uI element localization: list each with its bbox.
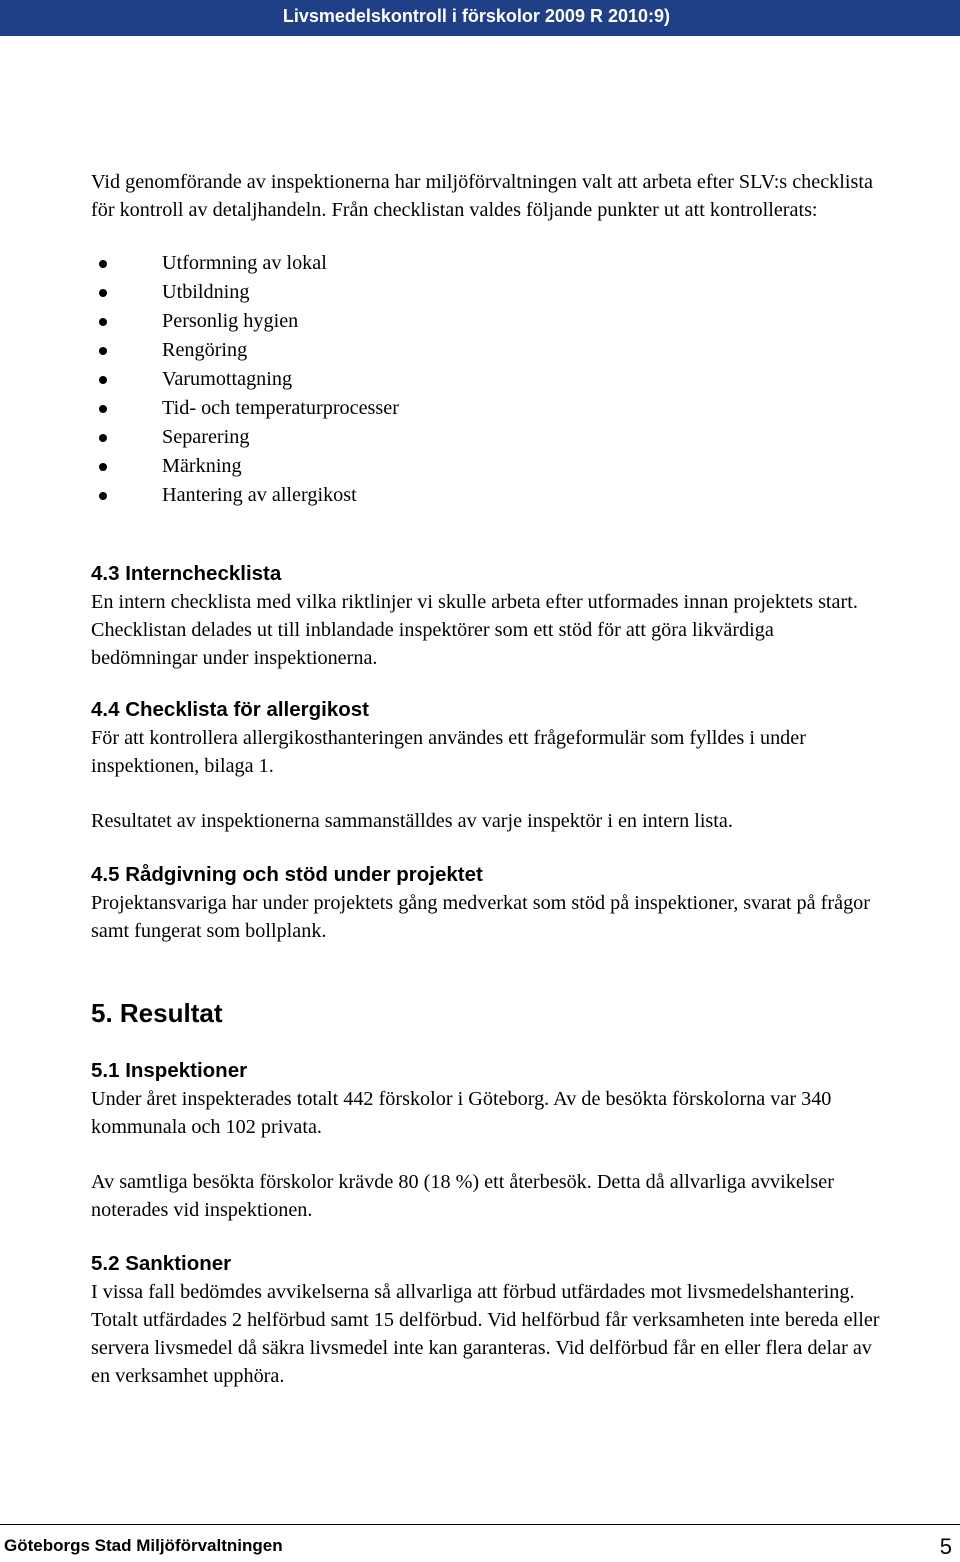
bullet-icon [99,463,107,471]
section-heading-4-3: 4.3 Internchecklista [91,562,282,585]
section-heading-4-5: 4.5 Rådgivning och stöd under projektet [91,863,483,886]
section-4-3-body: En intern checklista med vilka riktlinjer vi skulle arbeta efter utformades innan projektets start. Checklistan delades ut till inblandade inspektörer som ett stöd för att göra likvärdiga bedömningar under inspektionerna. [91,591,858,669]
page-header-title: Livsmedelskontroll i förskolor 2009 R 2010:9) [282,6,670,26]
section-heading-5: 5. Resultat [91,998,223,1028]
checklist-points [91,249,881,510]
section-5-1-followup: Av samtliga besökta förskolor krävde 80 (18 %) ett återbesök. Detta då allvarliga avvikelser noterades vid inspektionen. [91,1171,834,1221]
list-item: Rengöring [91,336,881,365]
footer-divider [0,1524,960,1525]
section-5-1-body: Under året inspekterades totalt 442 förskolor i Göteborg. Av de besökta förskolorna var 340 kommunala och 102 privata. [91,1088,832,1138]
bullet-icon [99,434,107,442]
section-5-2-body: I vissa fall bedömdes avvikelserna så allvarliga att förbud utfärdades mot livsmedelshantering. Totalt utfärdades 2 helförbud samt 15 delförbud. Vid helförbud får verksamheten inte bereda eller servera livsmedel då säkra livsmedel inte kan garanteras. Vid delförbud får en eller flera delar av en verksamhet upphöra. [91,1281,880,1387]
list-item: Tid- och temperaturprocesser [91,394,881,423]
document-body [91,168,881,1390]
list-item: Utformning av lokal [91,249,881,278]
list-item: Varumottagning [91,365,881,394]
footer-organization: Göteborgs Stad Miljöförvaltningen [4,1536,283,1555]
section-heading-4-4: 4.4 Checklista för allergikost [91,698,370,721]
bullet-icon [99,376,107,384]
bullet-icon [99,492,107,500]
list-item: Utbildning [91,278,881,307]
page-header-bar [0,0,960,36]
bullet-icon [99,260,107,268]
section-heading-5-2: 5.2 Sanktioner [91,1252,232,1275]
list-item: Separering [91,423,881,452]
bullet-icon [99,318,107,326]
section-4-4-body: För att kontrollera allergikosthanteringen användes ett frågeformulär som fylldes i under inspektionen, bilaga 1. [91,727,806,777]
bullet-icon [99,347,107,355]
section-4-4-result: Resultatet av inspektionerna sammanställdes av varje inspektör i en intern lista. [91,810,733,832]
list-item: Personlig hygien [91,307,881,336]
list-item: Märkning [91,452,881,481]
bullet-icon [99,405,107,413]
list-item: Hantering av allergikost [91,481,881,510]
page-number: 5 [939,1534,952,1559]
bullet-icon [99,289,107,297]
section-heading-5-1: 5.1 Inspektioner [91,1059,248,1082]
section-4-5-body: Projektansvariga har under projektets gång medverkat som stöd på inspektioner, svarat på frågor samt fungerat som bollplank. [91,892,870,942]
intro-paragraph: Vid genomförande av inspektionerna har miljöförvaltningen valt att arbeta efter SLV:s checklista för kontroll av detaljhandeln. Från checklistan valdes följande punkter ut att kontrollerats: [91,171,873,221]
